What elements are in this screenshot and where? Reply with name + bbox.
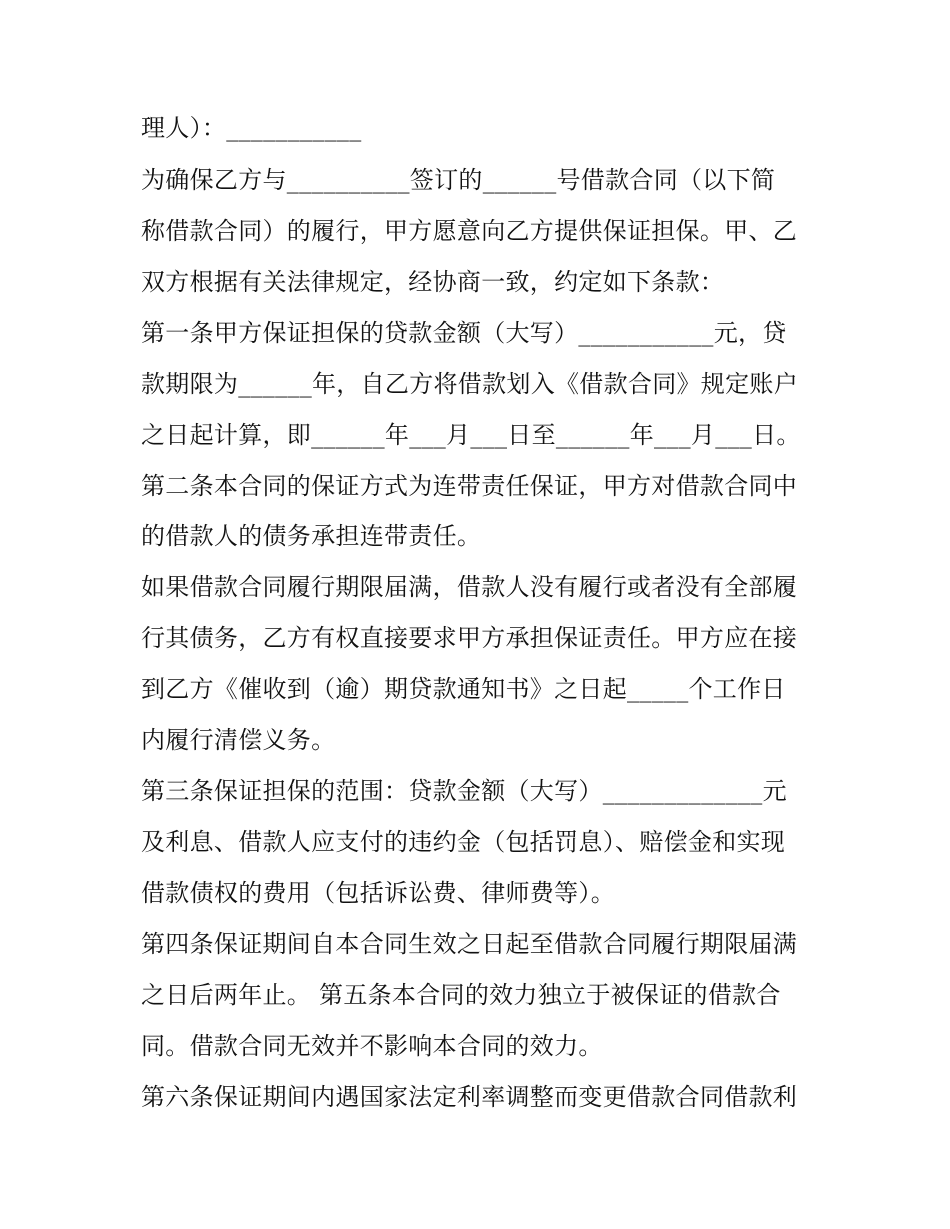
text-line: 同。借款合同无效并不影响本合同的效力。 [141, 1032, 603, 1060]
text-line: 第三条保证担保的范围：贷款金额（大写）_____________元 [141, 777, 787, 805]
text-line: 第一条甲方保证担保的贷款金额（大写）___________元，贷 [141, 319, 787, 347]
text-line: 第六条保证期间内遇国家法定利率调整而变更借款合同借款利 [141, 1083, 798, 1111]
text-line: 第二条本合同的保证方式为连带责任保证，甲方对借款合同中 [141, 472, 798, 500]
text-line: 内履行清偿义务。 [141, 726, 336, 754]
text-line: 第四条保证期间自本合同生效之日起至借款合同履行期限届满 [141, 930, 798, 958]
text-line: 行其债务，乙方有权直接要求甲方承担保证责任。甲方应在接 [141, 624, 798, 652]
text-line: 理人）：___________ [141, 114, 362, 142]
text-line: 之日后两年止。 第五条本合同的效力独立于被保证的借款合 [141, 981, 781, 1009]
text-line: 借款债权的费用（包括诉讼费、律师费等）。 [141, 879, 615, 907]
text-line: 款期限为______年，自乙方将借款划入《借款合同》规定账户 [141, 370, 798, 398]
text-line: 及利息、借款人应支付的违约金（包括罚息）、赔偿金和实现 [141, 828, 786, 856]
text-line: 的借款人的债务承担连带责任。 [141, 522, 482, 550]
text-line: 到乙方《催收到（逾）期贷款通知书》之日起_____个工作日 [141, 675, 786, 703]
text-line: 为确保乙方与__________签订的______号借款合同（以下简 [141, 166, 776, 194]
text-line: 如果借款合同履行期限届满，借款人没有履行或者没有全部履 [141, 573, 798, 601]
text-line: 之日起计算，即______年___月___日至______年___月___日。 [141, 421, 801, 449]
text-line: 称借款合同）的履行，甲方愿意向乙方提供保证担保。甲、乙 [141, 217, 798, 245]
text-line: 双方根据有关法律规定，经协商一致，约定如下条款： [141, 268, 725, 296]
